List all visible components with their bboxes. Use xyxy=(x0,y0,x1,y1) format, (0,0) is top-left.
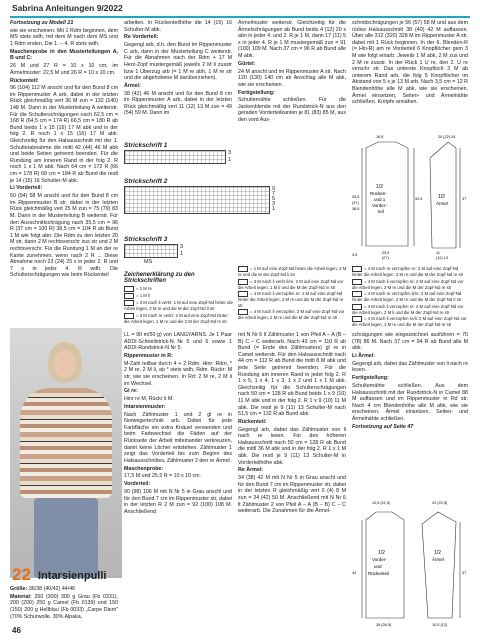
col3_bottom-para: 34 (38) 42 M mit N Nr 5 in Grau anschl und für den Bund 7 cm im Rippenmuster str, dabei in der letzten R gleichmäßig vert 0 (4) 8 M zun = 34 (42) 50 M. Anschließend mit N Nr 6 lt Zählmuster 2 von Pfeil A – A (B – B) C – C weiterarb. Die Zunahmen für die Ärmel- xyxy=(238,475,346,515)
col2_bottom-para: Maschenprobe: xyxy=(124,465,164,472)
legend-text: = 4 M nach re verzopfen li/re: 2 M auf eine Zopf-Nd hinter die Arbeit legen, 2 M re und die M der Zopf-Nd li str xyxy=(352,291,462,303)
svg-text:1/2: 1/2 xyxy=(378,550,385,556)
svg-text:20 (22) 24: 20 (22) 24 xyxy=(438,135,456,139)
legend-text: = 1 M re xyxy=(136,286,152,292)
column-1-top xyxy=(10,20,118,320)
chart-2-row-7: 7 xyxy=(272,191,276,197)
svg-text:Ärmel: Ärmel xyxy=(432,557,444,562)
legend-text: = 3 M nach li verkr li/re: 2 M auf eine Zopf-Nd vor die Arbeit legen, 1 M li und die M der Zopf-Nd re str xyxy=(238,278,344,290)
svg-text:Vorder-: Vorder- xyxy=(372,557,387,562)
chart-3 xyxy=(124,244,178,258)
chart-3-title: Strickschrift 3 xyxy=(124,236,168,243)
size-label: Größe: xyxy=(10,586,28,592)
chart-3-ms-label: MS xyxy=(144,259,153,265)
col3_bottom-para: Gegengl arb, dabei das Zählmuster von li nach re lesen. Für den höheren Halsausschnitt nach 50 cm = 128 R ab Bund die mittl 36 M abk und in der folg 2. R 1 x 1 M abk. Die restl je 9 (11) 13 Schulter-M in Vorderteilhöhe abk. xyxy=(238,426,346,466)
col2_top-para: Ärmel: xyxy=(124,82,141,89)
chart-1-row-3: 3 xyxy=(228,150,232,156)
legend-item xyxy=(352,266,468,277)
col3_bottom-para: Re Ärmel: xyxy=(238,467,264,474)
col1_top-para: Maschenprobe in den Musterteilungen A, B und C: xyxy=(10,48,118,62)
col3_top-para: Ärmelmuster weiterstr. Gleichzeitig für die Ärmelschrägungen ab Bund beids 4 (12) 20 x abn in jeder 4. und 2. R je 1 M, dann 17 (11) 5 x in jeder 4. R je 1 M mustergemäß zun = 91 (100) 109 M. Nach 37 cm = 96 R ab Bund alle M abk. xyxy=(238,20,346,59)
legend-title: Zeichenerklärung zu den Strickschriften xyxy=(124,272,195,284)
legend-far xyxy=(352,266,468,328)
col3_top-para: Fertigstellung: xyxy=(238,89,275,96)
legend-text: = 4 M nach re verzopfen re: 2 M auf eine Zopf-Nd hinter die Arbeit legen, 2 M re und die M der Zopf-Nd re str xyxy=(352,266,464,277)
col1_top-para: wie sie erscheinen. Mit 1 Rdm beginnen, dem MS stets wdh, mit dem M nach dem MS und 1 Rdm enden. Die 1. – 4. R stets wdh. xyxy=(10,27,118,47)
legend-item xyxy=(124,300,234,311)
schematic-bottom xyxy=(352,494,470,634)
col1_top-para: Li Vorderteil: xyxy=(10,185,43,192)
legend-right xyxy=(238,266,348,328)
col2_bottom-para: 17,5 M und 25,5 R = 10 x 10 cm. xyxy=(124,473,201,480)
sleeve-piece-outline xyxy=(422,512,456,618)
svg-text:26 (28,5): 26 (28,5) xyxy=(376,623,392,627)
chart-2-row-9: 9 xyxy=(272,186,276,192)
page-number: 46 xyxy=(12,626,21,635)
col2_bottom-para: Rippenmuster in R: xyxy=(124,352,173,359)
legend-item xyxy=(238,279,348,290)
col3_bottom-para: Rückenteil: xyxy=(238,418,267,425)
model-22-specs xyxy=(10,586,118,626)
column-3-top xyxy=(238,20,346,125)
legend-item xyxy=(124,286,234,292)
schematic-top xyxy=(352,128,470,263)
col4_bottom-para: Schulternähte schließen. Aus dem Halsausschnitt mit der Rundstrick-N in Camel 88 M auffassen und im Rippenmuster in Rd str. Nach 4 cm Blendenhöhe alle M abk, wie sie erscheinen. Ärmel einsetzen, Seiten- und Ärmelnähte schließen. xyxy=(352,382,468,422)
legend-text: = 4 M nach li verzopfen re: 2 M auf eine Zopf-Nd vor die Arbeit legen, 2 M li und die M der Zopf-Nd re str xyxy=(352,303,464,315)
col4_bottom-para: schrägungen wie eingezeichnet ausführen = 70 (78) 86 M. Nach 37 cm = 94 R ab Bund alle M abk. xyxy=(352,332,468,352)
body-piece-outline xyxy=(366,512,404,618)
svg-text:1/2: 1/2 xyxy=(438,194,445,200)
col2_bottom-para: M-Zahl teilbar durch 4 + 2 Rdm. Hinr: Rdm, * 2 M re, 2 M li, ab * stets wdh, Rdm. Rückr: M str, wie sie erscheinen. In Rd: 2 M re, 2 M li im Wechsel. xyxy=(124,360,232,387)
col2_top-para: arbeiten. In Rückenteilhöhe die 14 (15) 16 Schulter-M abk. xyxy=(124,20,232,33)
col2_top-para: Re Vorderteil: xyxy=(124,34,159,41)
svg-text:Rückenteil: Rückenteil xyxy=(368,571,390,576)
legend-text: = 4 M nach li verzopfen re: 2 M auf eine Zopf-Nd hinter die Arbeit legen, 2 M re und die M der Zopf-Nd re str xyxy=(238,291,344,308)
svg-text:42,5: 42,5 xyxy=(415,197,423,201)
column-3-bottom xyxy=(238,332,346,632)
svg-text:(12) 13: (12) 13 xyxy=(436,256,449,260)
legend-text: = 4 M nach li verzopfen: 2 M auf eine Zopf-Nd vor die Arbeit legen, 2 M re und die M der Zopf-Nd re str xyxy=(238,309,345,321)
header-rule xyxy=(10,16,470,18)
chart-1 xyxy=(124,150,226,164)
chart-2-row-1: 1 xyxy=(272,206,276,212)
svg-text:44: 44 xyxy=(352,571,357,575)
col1_top-para: 50 (54) 58 M anschl und für den Bund 8 cm im Rippenmuster B str, dabei in der letzten Rück gleichmäßig vert 25 M zun = 75 (79) 83 M. Dann in der Musterteilung B weiterstr. Für den Ausschnittschrägung nach 35,5 cm = 96 R (37 cm = 100 R) 38,5 cm = 104 R ab Bund 1 M wie folgt abn: Die Rdm zu den letzten 20 M str, dann 2 M rechtsverschr zus str und 2 M rechtsverschr. Für die Rundung 1 M an der re Kante zunehmen, wenn nach 2 R ... Diese Abnahme noch 23 (24) 25 x in jeder 2. R und 7 x in jeder 4. R wdh. Die Schulterschrägungen wie beim Rückenteil xyxy=(10,193,118,279)
col3_top-para: 24 M anschl und im Rippenmuster A str. Nach 120 (130) 140 cm ab Anschlag alle M abk, wie sie erscheinen. xyxy=(238,68,346,88)
legend-text: = 1 M auf eine Zopf-Nd hinter die Arbeit legen, 2 M re und die M der Zopf-Nd li str xyxy=(238,266,347,277)
svg-text:10,5 (11,5): 10,5 (11,5) xyxy=(372,501,391,505)
column-2-bottom xyxy=(124,332,232,632)
model-photo xyxy=(10,328,122,578)
svg-text:Vorder-: Vorder- xyxy=(372,203,387,208)
col1_top-para: Fortsetzung zu Modell 21 xyxy=(10,20,74,26)
svg-text:(37): (37) xyxy=(352,201,359,205)
col2_bottom-para: Hinr re M, Rückr li M. xyxy=(124,396,174,403)
legend-item xyxy=(238,309,348,320)
col3_top-para: Schulternähte schließen. Für die Jackenblende mit der Rundstrick-N aus den geraden Vorderteilkanten je 81 (83) 85 M, aus den vord Aus- xyxy=(238,97,346,124)
photo-jeans xyxy=(34,498,98,578)
col2_bottom-para: LL = 90 m/50 g) von LANGYARNS. Je 1 Paar ADDI-Schnellstrick-N Nr 5 und 6 sowie 1 ADDI-Rundstrick-N Nr 5. xyxy=(124,332,232,352)
chart-2-row-3: 3 xyxy=(272,201,276,207)
legend-text: = 3 M nach re verkr: 2 M auf eine Zopf-Nd hinter die Arbeit legen, 1 M re und die 2 M der Zopf-Nd re str xyxy=(124,313,228,324)
chart-3-row-3: 3 xyxy=(180,244,184,250)
column-4-top xyxy=(352,20,468,125)
col1_top-para: Rückenteil: xyxy=(10,77,39,84)
col4_bottom-para: Fortsetzung auf Seite 47 xyxy=(352,423,414,430)
svg-text:20 (22,5): 20 (22,5) xyxy=(432,501,448,505)
legend-item xyxy=(352,291,468,302)
material-label: Material: xyxy=(10,593,32,600)
schematic-top-label-body: 1/2 xyxy=(376,184,383,190)
col2_bottom-para: Gl re: xyxy=(124,388,138,395)
legend-item xyxy=(124,293,234,299)
photo-face xyxy=(54,350,76,378)
svg-text:1/2: 1/2 xyxy=(434,550,441,556)
chart-1-title: Strickschrift 1 xyxy=(124,142,168,149)
chart-1-row-1: 1 xyxy=(228,157,232,163)
legend-text: = 4 M nach li verzopfen re/li: 2 M auf eine Zopf-Nd vor die Arbeit legen, 1 M re und die M der Zopf-Nd re str xyxy=(352,316,467,328)
legend-left xyxy=(124,286,234,326)
legend-symbol xyxy=(124,293,134,299)
legend-text: = 3 M nach li verkr: 1 M auf eine Zopf-Nd hinter die Arbeit legen, 2 M re und die M der Zopf-Nd li str xyxy=(124,300,233,312)
material-value: 250 (300) 300 g Grau (Fb 0331), 200 (200) 250 g Camel (Fb 0139) und 150 (150) 200 g Hellblau (Fb 0033) „Carpe Diem" (70% Schurwolle, 30% Alpaka, xyxy=(10,593,118,620)
legend-item xyxy=(352,316,468,327)
col4_bottom-para: Gegengl arb, dabei das Zählmuster von li nach re lesen. xyxy=(352,360,468,374)
model-number: 22 xyxy=(12,565,31,584)
chart-2 xyxy=(124,186,270,214)
chart-3-row-1: 1 xyxy=(180,251,184,257)
col2_bottom-para: Intarsienmuster: xyxy=(124,403,166,410)
svg-text:(27): (27) xyxy=(382,256,389,260)
model-title: Intarsienpulli xyxy=(38,570,107,582)
col4_top-para: schnittschrägungen je 56 (57) 58 M und aus dem rückw Halsausschnitt 38 (40) 42 M auffassen. Über alle 312 (320) 328 M im Rippenmuster A str, dabei mit 1 Rück beginnen. In der 6. Blenden-R (= Hin-R) am re Vorderteil 6 Knopflöcher gem 3 M wie folgt einarb: Jeweils 1 M abk, 2 M zus und 2 M re zusstr. In der Rück 1 U re, den 2. U re verschr str. Das unterste Knopfloch 3 M ab unterem Rand arb, die folg 5 Knopflöcher im Abstand von 5 x je 13 M arb. Nach 3,5 cm = 12 R Blendenhöhe alle M abk, wie sie erscheinen. Ärmel einsetzen, Seiten- und Ärmelnähte schließen. Knöpfe annähen. xyxy=(352,20,468,106)
svg-text:und: und xyxy=(374,564,382,569)
legend-item xyxy=(124,313,234,324)
svg-text:10,5 (12): 10,5 (12) xyxy=(432,623,448,627)
legend-item xyxy=(352,279,468,290)
col2_top-para: Gegengl arb, d.h. den Bund im Rippenmuster C arb, dann in der Musterteilung C weiterstr. Für die Abnahmen nach der Rdm + 17 M Herz-Zopf mustergemäß jeweils 2 M li zusstr bzw 1 Überzug arb (= 1 M re abh, 1 M re str und die abgehobene M darüberziehen). xyxy=(124,42,232,82)
legend-item xyxy=(238,266,348,277)
column-2-top xyxy=(124,20,232,125)
col2_bottom-para: Nach Zählmuster 1 und 2 gl re in Norwegertechnik arb. Dabei für jede Farbfläche ein extra Knäuel verwenden und beim Farbwechsel die Fäden auf der Rückseite der Arbeit miteinander verkreuzen, damit keine Löcher entstehen. Zählmuster 1 zeigt das Vorderteil bis zum Beginn des Halsausschnittes, Zählmuster 2 den re Ärmel. xyxy=(124,411,232,464)
col2_top-para: 38 (42) 46 M anschl und für den Bund 8 cm im Rippenmuster A arb, dabei in der letzten Rück gleichmäßig vert 11 (12) 13 M zun = 49 (54) 59 M. Dann im xyxy=(124,90,232,117)
legend-text: = 1 M li xyxy=(136,293,150,299)
svg-text:38,5: 38,5 xyxy=(352,207,360,211)
col1_top-para: 96 (104) 112 M anschl und für den Bund 8 cm im Rippenmuster A arb, dabei in der letzten Rück gleichmäßig vert 36 M zun = 132 (140) 148 M. Dann in der Musterteilung A weiterstr. Für die Schulterschrägungen nach 62,5 cm = 168 R (64,5 cm = 174 R) 66,5 cm = 180 R ab Bund beids 1 x 15 (16) 17 M abk und in der folg 2. R noch 1 x 15 (16) 17 M abk. Gleichzeitig für den Halsausschnitt mit der 1. Schulterabnahme die mittl 42 (44) 46 M abk und beide Seiten getrennt beenden. Für die Rundung am inneren Rand in der folg 2. R noch 1 x 1 M abk. Nach 64 cm = 172 R (66 cm = 178 R) 68 cm = 184 R ab Bund die restl je 14 (15) 16 Schulter-M abk. xyxy=(10,85,118,184)
col3_bottom-para: mit N Nr 6 lt Zählmuster 1 von Pfeil A – A (B – B) C – C weiterarb. Nach 43 cm = 110 R ab Bund (= Ende des Zählmusters) gl re in Camel weiterstr. Für den Halsausschnitt nach 44 cm = 112 R ab Bund die mittl 8 M abk und jede Seite getrennt beenden. Für die Rundung am inneren Rand in jeder folg 2. R 1 x 5, 1 x 4, 1 x 3, 1 x 2 und 1 x 1 M abk. Gleichzeitig für die Schulterschrägungen nach 50 cm = 128 R ab Bund beids 1 x 9 (10) 11 M abk und in der folg 2. R 1 x 9 (10) 11 M abk. Die restl je 9 (11) 13 Schulter-M nach 51,5 cm = 132 R ab Bund abk. xyxy=(238,332,346,418)
photo-sweater xyxy=(20,388,112,498)
legend-item xyxy=(238,291,348,308)
col2_bottom-para: Vorderteil: xyxy=(124,481,151,488)
svg-text:37: 37 xyxy=(462,571,467,575)
svg-text:3,5: 3,5 xyxy=(352,253,358,257)
svg-text:Rücken-: Rücken- xyxy=(370,191,387,196)
chart-2-title: Strickschrift 2 xyxy=(124,178,168,185)
legend-item xyxy=(352,304,468,315)
page-header-title: Sabrina Anleitungen 9/2022 xyxy=(12,3,123,13)
col1_top-para: 26 M und 27 R = 10 x 10 cm; im Ärmelmuster: 22,5 M und 26 R = 10 x 10 cm. xyxy=(10,63,118,76)
svg-text:37: 37 xyxy=(462,197,467,201)
svg-text:teil: teil xyxy=(378,209,384,214)
svg-text:35,5: 35,5 xyxy=(352,195,360,199)
svg-text:25,5: 25,5 xyxy=(382,251,390,255)
svg-text:und 1: und 1 xyxy=(374,197,386,202)
svg-text:11: 11 xyxy=(436,251,440,255)
svg-text:16,5: 16,5 xyxy=(376,135,384,139)
legend-symbol xyxy=(124,286,134,292)
col3_top-para: Gürtel: xyxy=(238,60,256,67)
chart-2-row-5: 5 xyxy=(272,196,276,202)
column-4-bottom xyxy=(352,332,468,492)
col2_bottom-para: 90 (98) 106 M mit N Nr 5 in Grau anschl und für den Bund 7 cm im Rippenmuster str, dabei in der letzten R 2 M zun = 92 (100) 108 M. Anschließend xyxy=(124,488,232,515)
col4_bottom-para: Fertigstellung: xyxy=(352,375,389,382)
legend-text: = 4 M nach li verzopfen re: 2 M auf eine Zopf-Nd vor die Arbeit legen, 2 M re und die M der Zopf-Nd re str xyxy=(352,278,464,290)
svg-text:Ärmel: Ärmel xyxy=(436,201,448,206)
size-value: 36/38 (40/42) 44/46 xyxy=(28,586,76,592)
col4_bottom-para: Li Ärmel: xyxy=(352,352,375,359)
